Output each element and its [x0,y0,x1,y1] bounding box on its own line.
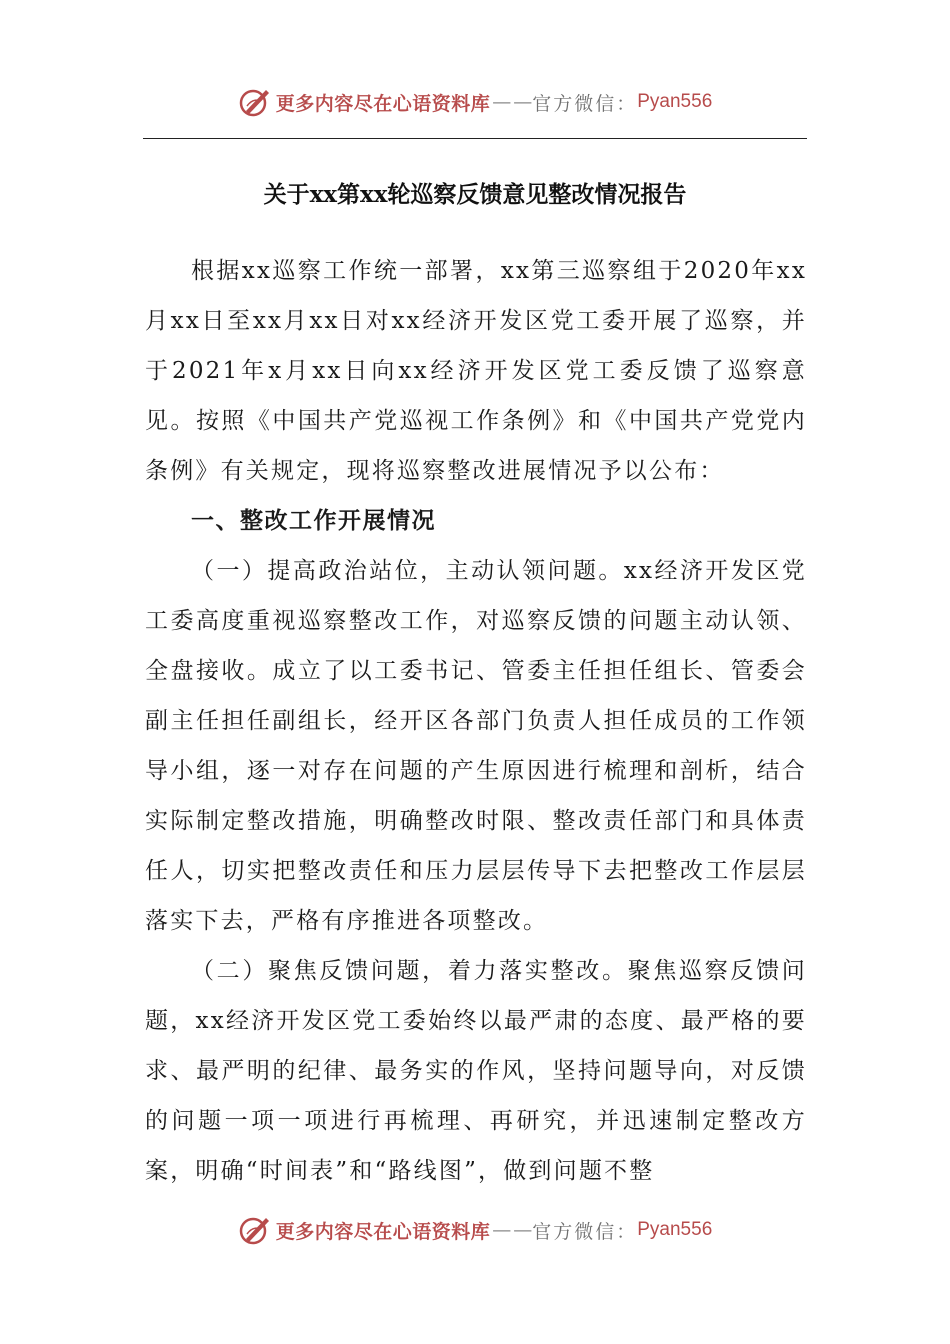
item-1-lead: （一）提高政治站位，主动认领问题。 [191,558,624,584]
wechat-id: Pyan556 [637,91,713,112]
banner-dash-2: — [513,91,531,113]
footer-banner [0,1208,950,1252]
site-name: 更多内容尽在心语资料库 [275,1220,491,1243]
wechat-label: 官方微信： [532,1220,638,1243]
item-1-paragraph [145,546,807,946]
section-heading: 一、整改工作开展情况 [191,508,436,534]
document-title: 关于xx第xx轮巡察反馈意见整改情况报告 [263,181,687,208]
header-divider [143,138,807,139]
wechat-id: Pyan556 [637,1219,713,1240]
item-2-body: 聚焦巡察反馈问题，xx经济开发区党工委始终以最严肃的态度、最严格的要求、最严明的纪律、最务实的作风，坚持问题导向，对反馈的问题一项一项进行再梳理、再研究，并迅速制定整改方案，明确“时间表”和“路线图”，做到问题不整 [145,958,807,1184]
item-2-paragraph [145,946,807,1196]
intro-paragraph: 根据xx巡察工作统一部署，xx第三巡察组于2020年xx月xx日至xx月xx日对xx经济开发区党工委开展了巡察，并于2021年x月xx日向xx经济开发区党工委反馈了巡察意见。按照《中国共产党巡视工作条例》和《中国共产党党内条例》有关规定，现将巡察整改进展情况予以公布： [145,258,807,484]
document-body [145,246,807,1196]
banner-dash: — [492,91,510,113]
header-banner [0,80,950,124]
pen-logo-icon [238,85,272,119]
item-2-lead: （二）聚焦反馈问题，着力落实整改。 [191,958,628,984]
item-1-body: xx经济开发区党工委高度重视巡察整改工作，对巡察反馈的问题主动认领、全盘接收。成立了以工委书记、管委主任担任组长、管委会副主任担任副组长，经开区各部门负责人担任成员的工作领导小组，逐一对存在问题的产生原因进行梳理和剖析，结合实际制定整改措施，明确整改时限、整改责任部门和具体责任人，切实把整改责任和压力层层传导下去把整改工作层层落实下去，严格有序推进各项整改。 [145,558,807,934]
banner-dash-2: — [513,1219,531,1241]
site-name: 更多内容尽在心语资料库 [275,92,491,115]
wechat-label: 官方微信： [532,92,638,115]
pen-logo-icon [238,1213,272,1247]
banner-dash: — [492,1219,510,1241]
